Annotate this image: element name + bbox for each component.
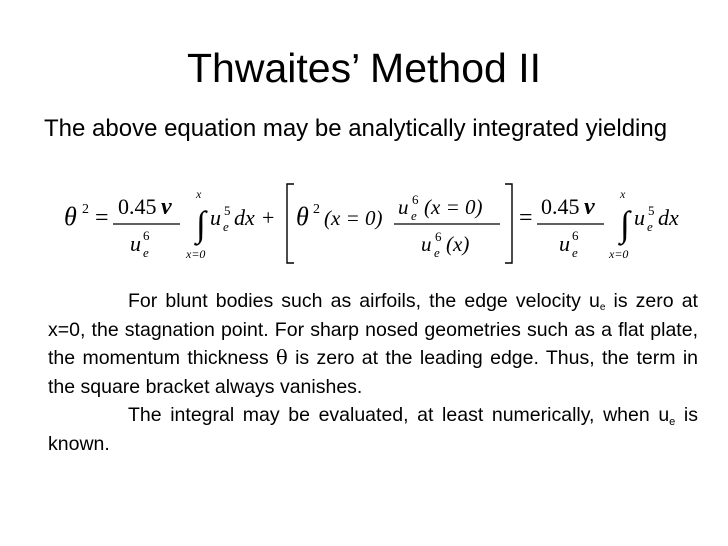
eq-theta-2-exponent: 2 (313, 202, 320, 217)
eq-nu-2: ν (584, 194, 595, 220)
eq-u-den-1-exp: 6 (143, 228, 150, 243)
eq-u-1-sub: e (223, 219, 229, 234)
paragraph1-part3: is zero at the leading edge. Thus, the term in the square bracket always vanishes. (48, 347, 699, 398)
paragraph2-part1: The integral may be evaluated, at least numerically, when u (128, 404, 670, 426)
eq-nu-1: ν (161, 194, 172, 220)
eq-integral-1: ∫ (196, 204, 206, 244)
eq-arg-3: (x) (446, 232, 470, 256)
eq-u-den-1: u (130, 231, 141, 256)
paragraph2-part2: is known. (48, 404, 698, 455)
eq-u-den-3-exp: 6 (572, 228, 579, 243)
explanation-text (48, 287, 698, 458)
paragraph-blunt-bodies (48, 287, 698, 401)
eq-theta-exponent: 2 (82, 202, 89, 217)
eq-u-den-3: u (559, 231, 570, 256)
eq-u-1: u (210, 205, 221, 230)
eq-int-upper-2: x (620, 187, 626, 201)
slide-title: Thwaites’ Method II (187, 45, 541, 91)
paragraph-integral (48, 401, 698, 458)
eq-coefficient-1: 0.45 (118, 194, 157, 219)
eq-theta: θ (64, 202, 77, 231)
eq-u-den-2-sub: e (434, 245, 440, 260)
paragraph1-part1: For blunt bodies such as airfoils, the edge velocity u (128, 290, 600, 312)
eq-u-num-2: u (398, 195, 409, 219)
intro-text: The above equation may be analytically integrated yielding (44, 115, 668, 142)
eq-dx-2: dx (658, 205, 679, 230)
eq-u-den-1-sub: e (143, 245, 149, 260)
paragraph1-theta: θ (275, 346, 288, 369)
eq-u-den-3-sub: e (572, 245, 578, 260)
eq-u-den-2-exp: 6 (435, 229, 442, 244)
eq-equals-2: = (519, 205, 533, 231)
eq-u-2-exp: 5 (648, 203, 655, 218)
eq-dx-1: dx (234, 205, 255, 230)
eq-equals-1: = (95, 205, 109, 231)
eq-plus: + (262, 205, 275, 230)
paragraph1-subscript-e: e (599, 302, 606, 313)
eq-right-bracket (505, 184, 512, 263)
eq-u-num-2-exp: 6 (412, 192, 419, 207)
integrated-equation (0, 180, 728, 270)
eq-int-lower-2: x=0 (609, 247, 629, 261)
eq-integral-2: ∫ (620, 204, 630, 244)
eq-arg-2: (x = 0) (424, 195, 483, 219)
paragraph2-subscript-e: e (669, 416, 676, 428)
eq-left-bracket (287, 184, 294, 263)
eq-u-2-sub: e (647, 219, 653, 234)
eq-arg-1: (x = 0) (324, 206, 383, 230)
eq-int-lower-1: x=0 (186, 247, 206, 261)
paragraph1-part2: is zero at x=0, the stagnation point. For sharp nosed geometries such as a flat plate, the momentum thickness (48, 290, 698, 369)
eq-u-den-2: u (421, 232, 432, 256)
eq-u-1-exp: 5 (224, 203, 231, 218)
eq-coefficient-2: 0.45 (541, 194, 580, 219)
eq-theta-2: θ (296, 202, 309, 231)
eq-int-upper-1: x (196, 187, 202, 201)
eq-u-2: u (634, 205, 645, 230)
eq-u-num-2-sub: e (411, 208, 417, 223)
